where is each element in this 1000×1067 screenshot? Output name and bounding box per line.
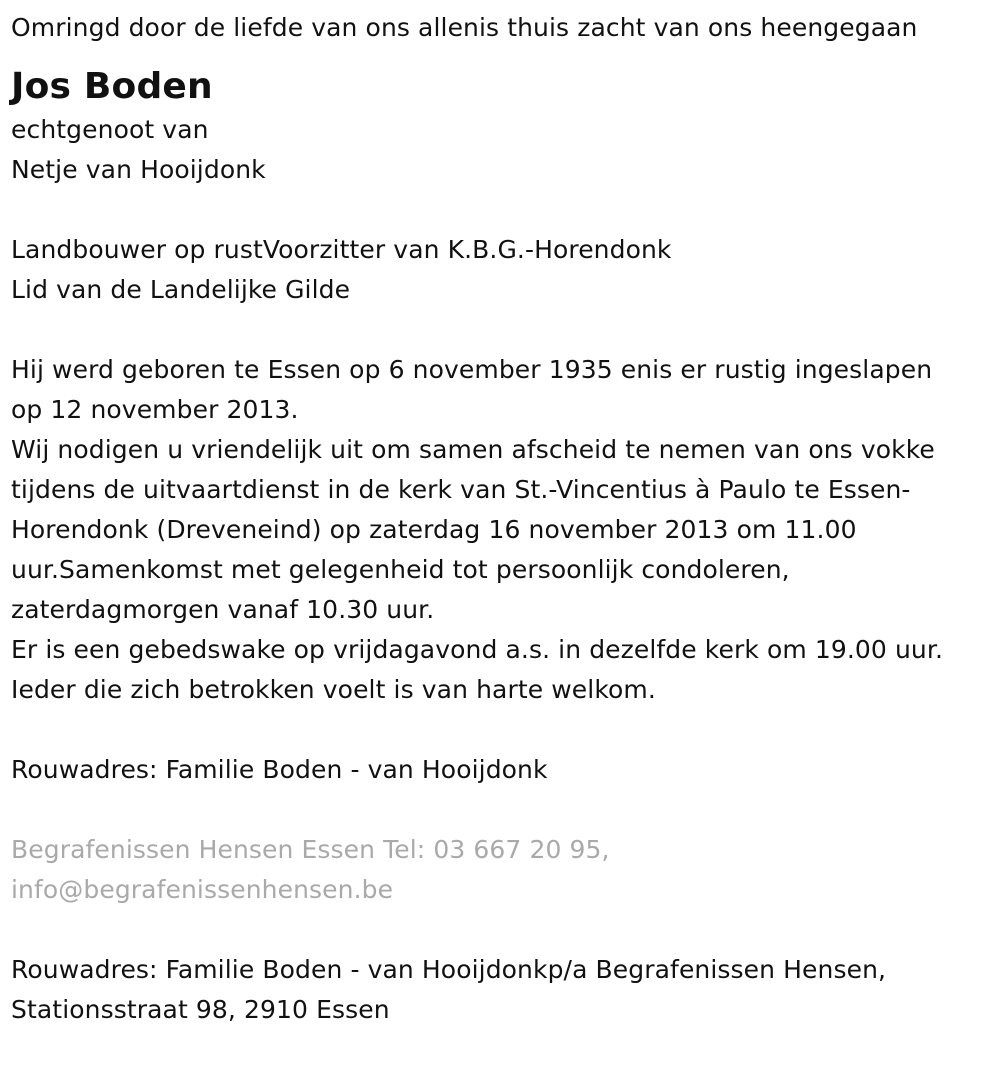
- funeral-home-phone: Begrafenissen Hensen Essen Tel: 03 667 20 95,: [11, 835, 610, 864]
- deceased-name: Jos Boden: [11, 66, 213, 107]
- spouse-name: Netje van Hooijdonk: [11, 155, 266, 184]
- spacer: [11, 790, 1000, 830]
- detail-line: uur.Samenkomst met gelegenheid tot persoonlijk condoleren,: [11, 555, 790, 584]
- spacer: [11, 910, 1000, 950]
- spacer: [11, 710, 1000, 750]
- rouwadres-secondary-block: [11, 950, 1000, 1030]
- spacer: [11, 190, 1000, 230]
- detail-line: tijdens de uitvaartdienst in de kerk van St.-Vincentius à Paulo te Essen-: [11, 475, 911, 504]
- spacer: [11, 310, 1000, 350]
- funeral-home-block: [11, 830, 1000, 910]
- detail-line: zaterdagmorgen vanaf 10.30 uur.: [11, 595, 435, 624]
- relation-label: echtgenoot van: [11, 115, 209, 144]
- roles-block: [11, 230, 1000, 310]
- funeral-home-email: info@begrafenissenhensen.be: [11, 875, 394, 904]
- detail-line: Horendonk (Dreveneind) op zaterdag 16 november 2013 om 11.00: [11, 515, 857, 544]
- rouwadres-primary: Rouwadres: Familie Boden - van Hooijdonk: [11, 755, 548, 784]
- intro-text: Omringd door de liefde van ons allenis thuis zacht van ons heengegaan: [11, 13, 918, 42]
- detail-line: Hij werd geboren te Essen op 6 november 1935 enis er rustig ingeslapen: [11, 355, 933, 384]
- role-line: Landbouwer op rustVoorzitter van K.B.G.-Horendonk: [11, 235, 672, 264]
- detail-line: op 12 november 2013.: [11, 395, 299, 424]
- role-line: Lid van de Landelijke Gilde: [11, 275, 351, 304]
- rouwadres-secondary-line: Stationsstraat 98, 2910 Essen: [11, 995, 390, 1024]
- detail-line: Wij nodigen u vriendelijk uit om samen afscheid te nemen van ons vokke: [11, 435, 935, 464]
- detail-line: Ieder die zich betrokken voelt is van harte welkom.: [11, 675, 656, 704]
- rouwadres-secondary-line: Rouwadres: Familie Boden - van Hooijdonkp/a Begrafenissen Hensen,: [11, 955, 887, 984]
- detail-line: Er is een gebedswake op vrijdagavond a.s. in dezelfde kerk om 19.00 uur.: [11, 635, 943, 664]
- details-block: [11, 350, 1000, 710]
